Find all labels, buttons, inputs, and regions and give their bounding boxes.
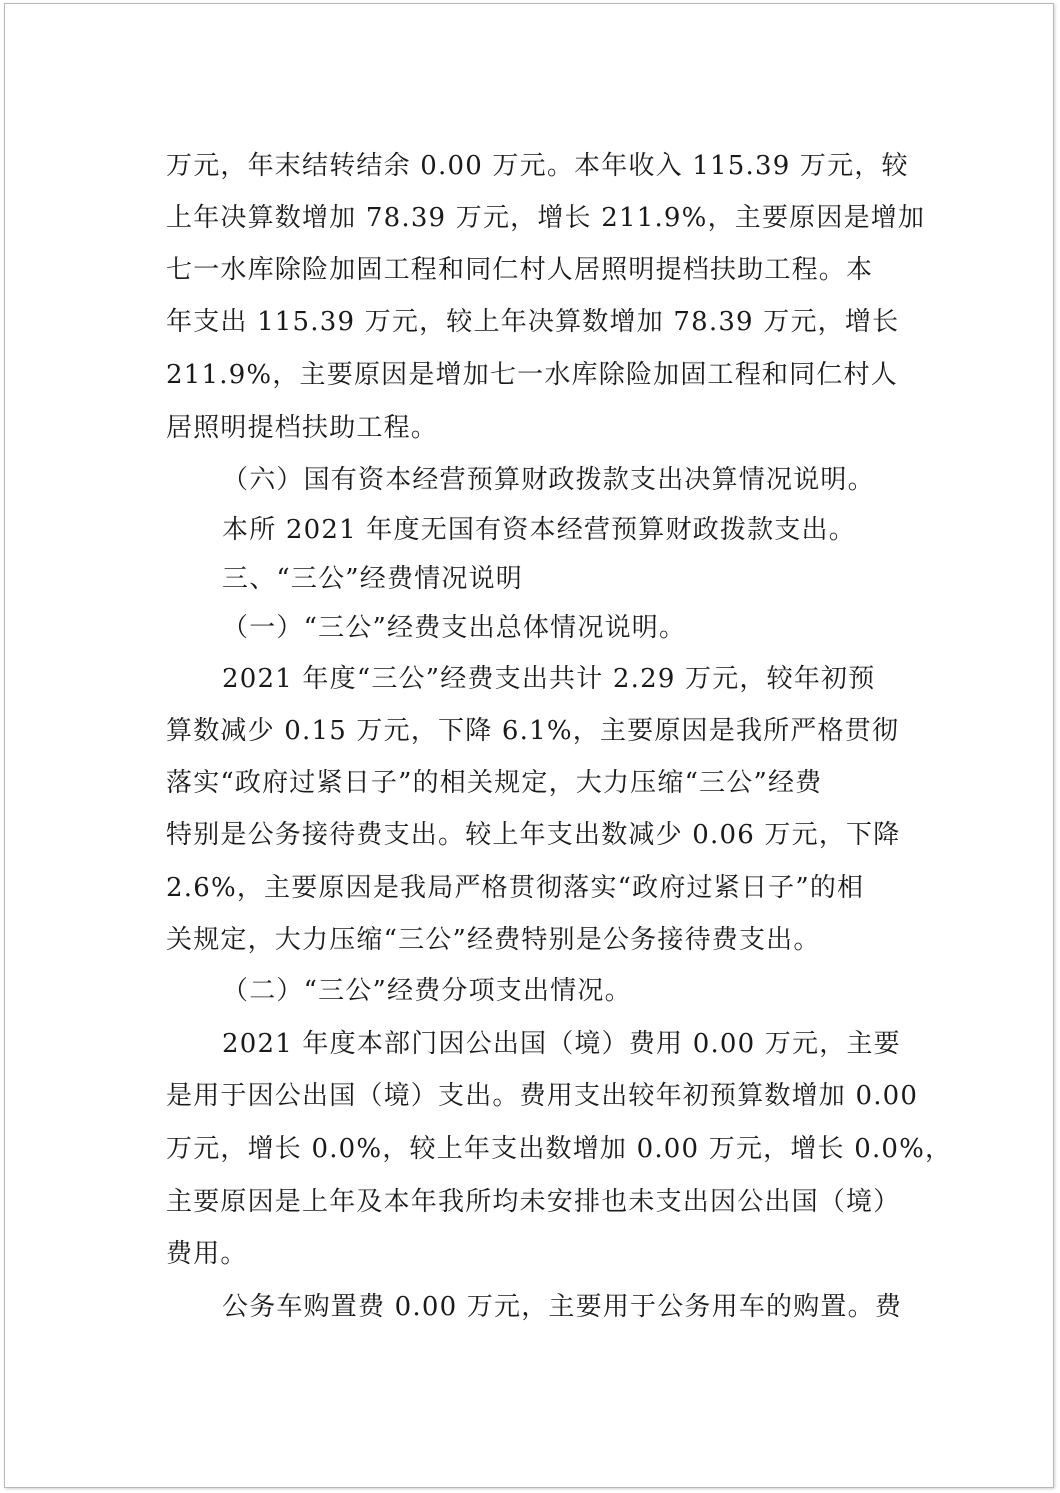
- text-line: 关规定，大力压缩“三公”经费特别是公务接待费支出。: [166, 925, 821, 955]
- text-line: 2021 年度“三公”经费支出共计 2.29 万元，较年初预: [222, 664, 876, 694]
- text-line: 年支出 115.39 万元，较上年决算数增加 78.39 万元，增长: [166, 307, 900, 337]
- section-heading: 三、“三公”经费情况说明: [222, 564, 523, 594]
- text-line: 特别是公务接待费支出。较上年支出数减少 0.06 万元，下降: [166, 820, 901, 850]
- text-line: 万元，年末结转结余 0.00 万元。本年收入 115.39 万元，较: [166, 151, 909, 181]
- section-heading: （二）“三公”经费分项支出情况。: [222, 976, 632, 1006]
- text-line: 居照明提档扶助工程。: [166, 413, 439, 443]
- text-line: 2.6%，主要原因是我局严格贯彻落实“政府过紧日子”的相: [166, 873, 865, 903]
- text-line: 上年决算数增加 78.39 万元，增长 211.9%，主要原因是增加: [166, 203, 926, 233]
- text-line: 本所 2021 年度无国有资本经营预算财政拨款支出。: [222, 515, 856, 545]
- text-line: 211.9%，主要原因是增加七一水库除险加固工程和同仁村人: [166, 360, 898, 390]
- text-line: 费用。: [166, 1239, 248, 1269]
- text-line: 落实“政府过紧日子”的相关规定，大力压缩“三公”经费: [166, 768, 823, 798]
- section-heading: （六）国有资本经营预算财政拨款支出决算情况说明。: [222, 465, 875, 495]
- text-line: 万元，增长 0.0%，较上年支出数增加 0.00 万元，增长 0.0%，: [166, 1134, 953, 1164]
- text-line: 公务车购置费 0.00 万元，主要用于公务用车的购置。费: [222, 1292, 903, 1322]
- text-line: 是用于因公出国（境）支出。费用支出较年初预算数增加 0.00: [166, 1081, 919, 1111]
- section-heading: （一）“三公”经费支出总体情况说明。: [222, 613, 687, 643]
- text-line: 主要原因是上年及本年我所均未安排也未支出因公出国（境）: [166, 1187, 901, 1217]
- text-line: 七一水库除险加固工程和同仁村人居照明提档扶助工程。本: [166, 255, 874, 285]
- text-line: 2021 年度本部门因公出国（境）费用 0.00 万元，主要: [222, 1029, 901, 1059]
- text-line: 算数减少 0.15 万元，下降 6.1%，主要原因是我所严格贯彻: [166, 716, 900, 746]
